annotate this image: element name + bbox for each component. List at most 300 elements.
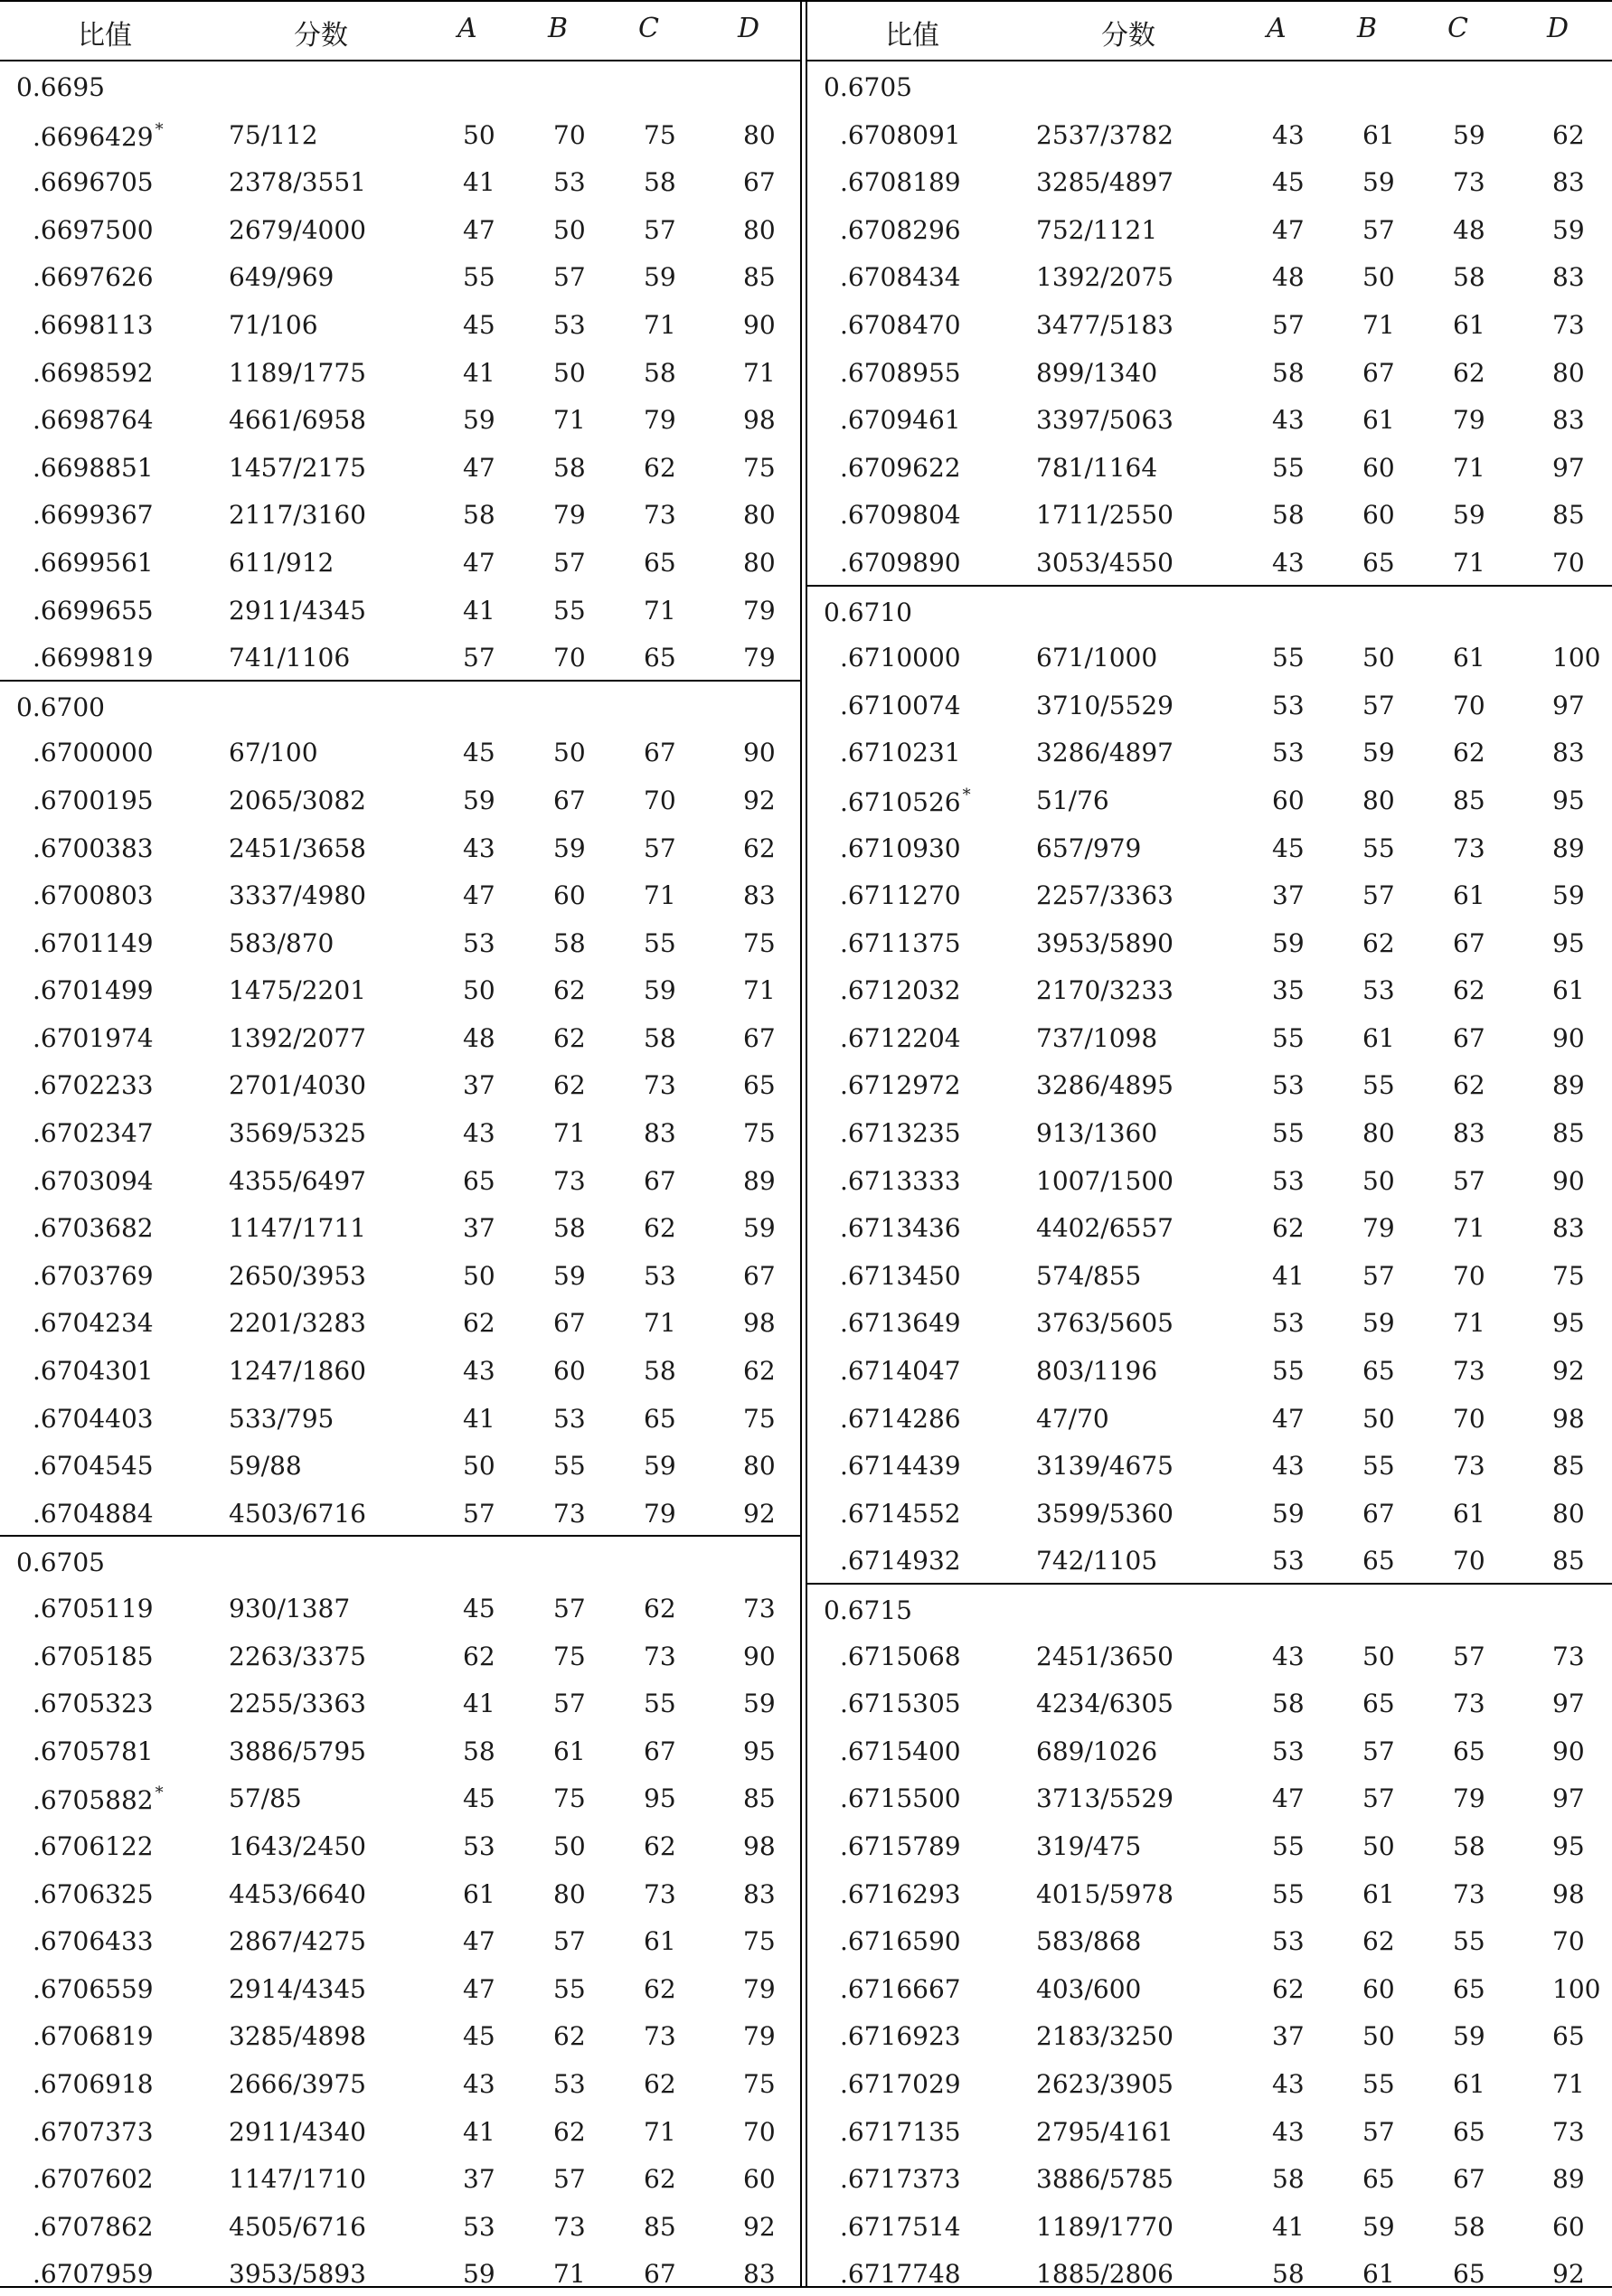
a-cell: 62 <box>1272 1213 1305 1244</box>
a-cell: 45 <box>1272 833 1305 863</box>
ratio-value: .6701499 <box>33 975 154 1006</box>
fraction-cell: 4661/6958 <box>229 405 366 436</box>
table-row <box>0 1773 800 1821</box>
fraction-cell: 1147/1710 <box>229 2164 366 2195</box>
c-cell: 58 <box>644 357 676 388</box>
c-cell: 70 <box>644 785 676 815</box>
fraction-cell: 3285/4897 <box>1036 167 1174 198</box>
d-cell: 67 <box>743 1022 776 1053</box>
ratio-cell <box>33 2164 154 2194</box>
ratio-value: .6713649 <box>840 1308 961 1339</box>
table-row <box>0 489 800 537</box>
c-cell: 58 <box>1453 2211 1485 2242</box>
header-ratio: 比值 <box>885 20 939 52</box>
ratio-value: .6700000 <box>33 738 154 768</box>
fraction-cell: 2623/3905 <box>1036 2068 1174 2099</box>
table-body <box>0 61 800 2296</box>
ratio-cell <box>840 358 961 388</box>
d-cell: 98 <box>1552 1403 1585 1434</box>
ratio-value: .6708955 <box>840 357 961 388</box>
c-cell: 79 <box>1453 405 1485 436</box>
a-cell: 47 <box>1272 1783 1305 1814</box>
b-cell: 65 <box>1362 1356 1395 1387</box>
fraction-cell: 3599/5360 <box>1036 1498 1174 1529</box>
a-cell: 43 <box>463 1118 495 1149</box>
a-cell: 62 <box>463 1308 495 1339</box>
ratio-cell <box>840 1166 961 1196</box>
c-cell: 79 <box>1453 1783 1485 1814</box>
ratio-cell <box>33 1879 154 1909</box>
d-cell: 85 <box>743 262 776 293</box>
ratio-cell <box>33 1261 154 1291</box>
group-label: 0.6705 <box>824 72 912 102</box>
ratio-cell <box>33 2069 154 2099</box>
table-row <box>0 1631 800 1679</box>
table-row <box>0 204 800 252</box>
ratio-value: .6709461 <box>840 405 961 436</box>
d-cell: 98 <box>743 1308 776 1339</box>
d-cell: 80 <box>1552 357 1585 388</box>
b-cell: 53 <box>553 167 586 198</box>
c-cell: 73 <box>1453 1451 1485 1482</box>
ratio-value: .6715305 <box>840 1689 961 1719</box>
ratio-value: .6715500 <box>840 1783 961 1814</box>
ratio-value: .6705323 <box>33 1689 154 1719</box>
ratio-value: .6697500 <box>33 214 154 245</box>
table-row <box>807 537 1612 585</box>
b-cell: 71 <box>553 2259 586 2290</box>
d-cell: 83 <box>1552 1213 1585 1244</box>
fraction-cell: 781/1164 <box>1036 452 1158 483</box>
d-cell: 92 <box>743 2211 776 2242</box>
table-row <box>807 1440 1612 1488</box>
a-cell: 55 <box>1272 1118 1305 1149</box>
b-cell: 50 <box>553 1830 586 1861</box>
a-cell: 55 <box>463 262 495 293</box>
b-cell: 50 <box>1362 262 1395 293</box>
table-row <box>0 1297 800 1345</box>
fraction-cell: 899/1340 <box>1036 357 1158 388</box>
c-cell: 73 <box>1453 1689 1485 1719</box>
ratio-value: .6714552 <box>840 1498 961 1529</box>
b-cell: 55 <box>553 1451 586 1482</box>
d-cell: 79 <box>743 2021 776 2052</box>
c-cell: 71 <box>1453 452 1485 483</box>
fraction-cell: 671/1000 <box>1036 643 1158 673</box>
a-cell: 55 <box>1272 1878 1305 1909</box>
ratio-value: .6709890 <box>840 547 961 578</box>
d-cell: 83 <box>743 880 776 911</box>
ratio-cell <box>33 2212 154 2242</box>
ratio-value: .6708296 <box>840 214 961 245</box>
b-cell: 61 <box>1362 405 1395 436</box>
header-fraction: 分数 <box>1101 20 1155 52</box>
b-cell: 58 <box>553 927 586 958</box>
c-cell: 67 <box>644 2259 676 2290</box>
ratio-cell <box>33 120 164 152</box>
c-cell: 65 <box>644 547 676 578</box>
ratio-cell <box>840 1356 961 1386</box>
ratio-value: .6714047 <box>840 1356 961 1387</box>
a-cell: 53 <box>1272 738 1305 768</box>
b-cell: 53 <box>1362 975 1395 1006</box>
c-cell: 62 <box>644 1830 676 1861</box>
d-cell: 85 <box>1552 1546 1585 1576</box>
c-cell: 65 <box>1453 1736 1485 1766</box>
b-cell: 53 <box>553 2068 586 2099</box>
ratio-cell <box>840 1213 961 1243</box>
table-row <box>0 1393 800 1441</box>
fraction-cell: 2378/3551 <box>229 167 366 198</box>
c-cell: 71 <box>1453 1308 1485 1339</box>
d-cell: 90 <box>743 1641 776 1671</box>
ratio-value: .6706325 <box>33 1878 154 1909</box>
table-row <box>807 917 1612 965</box>
fraction-cell: 1189/1770 <box>1036 2211 1174 2242</box>
b-cell: 65 <box>1362 1689 1395 1719</box>
group-heading-row <box>0 680 800 728</box>
d-cell: 95 <box>1552 1830 1585 1861</box>
table-row <box>0 1821 800 1868</box>
a-cell: 50 <box>463 1451 495 1482</box>
d-cell: 75 <box>743 452 776 483</box>
fraction-cell: 3953/5890 <box>1036 927 1174 958</box>
b-cell: 79 <box>553 500 586 531</box>
b-cell: 59 <box>553 1260 586 1291</box>
b-cell: 57 <box>553 1689 586 1719</box>
b-cell: 50 <box>1362 643 1395 673</box>
ratio-value: .6712032 <box>840 975 961 1006</box>
c-cell: 67 <box>1453 927 1485 958</box>
table-row <box>807 1107 1612 1155</box>
a-cell: 55 <box>1272 452 1305 483</box>
ratio-cell <box>33 1070 154 1100</box>
c-cell: 57 <box>1453 1165 1485 1196</box>
c-cell: 65 <box>1453 1973 1485 2004</box>
d-cell: 89 <box>1552 833 1585 863</box>
b-cell: 50 <box>1362 1830 1395 1861</box>
table-row <box>0 1583 800 1631</box>
a-cell: 43 <box>1272 2116 1305 2147</box>
c-cell: 67 <box>644 1165 676 1196</box>
a-cell: 45 <box>463 1594 495 1623</box>
table-row <box>0 1678 800 1726</box>
asterisk-mark: * <box>962 785 971 805</box>
fraction-cell: 57/85 <box>229 1783 302 1814</box>
ratio-value: .6696705 <box>33 167 154 198</box>
b-cell: 61 <box>1362 119 1395 150</box>
c-cell: 71 <box>1453 547 1485 578</box>
b-cell: 53 <box>553 1403 586 1434</box>
table-row <box>0 109 800 157</box>
fraction-cell: 930/1387 <box>229 1594 351 1623</box>
ratio-cell <box>33 1831 154 1861</box>
fraction-cell: 752/1121 <box>1036 214 1158 245</box>
b-cell: 57 <box>553 1594 586 1623</box>
table-row <box>807 394 1612 442</box>
a-cell: 41 <box>1272 1260 1305 1291</box>
a-cell: 43 <box>463 833 495 863</box>
fraction-cell: 611/912 <box>229 547 335 578</box>
d-cell: 79 <box>743 1973 776 2004</box>
ratio-value: .6709804 <box>840 500 961 531</box>
d-cell: 100 <box>1552 643 1601 673</box>
b-cell: 57 <box>553 547 586 578</box>
d-cell: 90 <box>1552 1165 1585 1196</box>
fraction-cell: 4355/6497 <box>229 1165 366 1196</box>
d-cell: 73 <box>743 1594 776 1623</box>
c-cell: 62 <box>644 452 676 483</box>
c-cell: 61 <box>1453 880 1485 911</box>
ratio-cell <box>840 2212 961 2242</box>
c-cell: 65 <box>1453 2259 1485 2290</box>
d-cell: 90 <box>743 738 776 768</box>
c-cell: 73 <box>1453 1356 1485 1387</box>
table-row <box>0 394 800 442</box>
c-cell: 61 <box>1453 309 1485 340</box>
table-row <box>0 2153 800 2201</box>
ratio-cell <box>33 1974 154 2004</box>
d-cell: 80 <box>743 214 776 245</box>
b-cell: 57 <box>553 2164 586 2195</box>
a-cell: 47 <box>463 452 495 483</box>
b-cell: 55 <box>1362 1070 1395 1101</box>
b-cell: 65 <box>1362 547 1395 578</box>
ratio-cell <box>840 1736 961 1766</box>
ratio-value: .6715400 <box>840 1736 961 1766</box>
a-cell: 53 <box>463 1830 495 1861</box>
ratio-value: .6697626 <box>33 262 154 293</box>
c-cell: 62 <box>644 1594 676 1623</box>
c-cell: 62 <box>644 1973 676 2004</box>
a-cell: 43 <box>463 1356 495 1387</box>
table-row <box>0 917 800 965</box>
ratio-value: .6705781 <box>33 1736 154 1766</box>
header-fraction: 分数 <box>294 20 348 52</box>
a-cell: 35 <box>1272 975 1305 1006</box>
c-cell: 57 <box>644 833 676 863</box>
ratio-cell <box>840 1783 961 1813</box>
b-cell: 50 <box>553 738 586 768</box>
fraction-cell: 2537/3782 <box>1036 119 1174 150</box>
ratio-cell <box>840 2259 961 2289</box>
c-cell: 71 <box>1453 1213 1485 1244</box>
ratio-value: .6716667 <box>840 1973 961 2004</box>
ratio-cell <box>33 1308 154 1338</box>
b-cell: 50 <box>1362 1165 1395 1196</box>
c-cell: 57 <box>644 214 676 245</box>
ratio-cell <box>33 167 154 197</box>
a-cell: 45 <box>463 1783 495 1814</box>
a-cell: 43 <box>463 2068 495 2099</box>
d-cell: 62 <box>743 833 776 863</box>
b-cell: 75 <box>553 1641 586 1671</box>
c-cell: 71 <box>644 880 676 911</box>
d-cell: 80 <box>1552 1498 1585 1529</box>
b-cell: 79 <box>1362 1213 1395 1244</box>
d-cell: 85 <box>1552 1451 1585 1482</box>
d-cell: 60 <box>1552 2211 1585 2242</box>
ratio-cell <box>840 1974 961 2004</box>
c-cell: 73 <box>1453 833 1485 863</box>
column-separator-left <box>800 0 802 2288</box>
d-cell: 60 <box>743 2164 776 2195</box>
b-cell: 59 <box>1362 1308 1395 1339</box>
fraction-cell: 2650/3953 <box>229 1260 366 1291</box>
d-cell: 83 <box>1552 167 1585 198</box>
d-cell: 92 <box>743 785 776 815</box>
ratio-value: .6717029 <box>840 2068 961 2099</box>
ratio-cell <box>840 1689 961 1718</box>
b-cell: 73 <box>553 2211 586 2242</box>
a-cell: 59 <box>1272 927 1305 958</box>
ratio-cell <box>840 1546 961 1576</box>
d-cell: 75 <box>1552 1260 1585 1291</box>
ratio-cell <box>33 310 154 340</box>
fraction-cell: 3286/4895 <box>1036 1070 1174 1101</box>
table-row <box>0 347 800 395</box>
c-cell: 67 <box>644 738 676 768</box>
group-heading-row <box>0 61 800 109</box>
d-cell: 92 <box>1552 2259 1585 2290</box>
ratio-cell <box>840 2164 961 2194</box>
c-cell: 71 <box>644 309 676 340</box>
c-cell: 83 <box>644 1118 676 1149</box>
a-cell: 53 <box>1272 1165 1305 1196</box>
ratio-value: .6700803 <box>33 880 154 911</box>
fraction-cell: 2201/3283 <box>229 1308 366 1339</box>
b-cell: 62 <box>553 1070 586 1101</box>
d-cell: 83 <box>1552 262 1585 293</box>
a-cell: 43 <box>1272 1451 1305 1482</box>
fraction-cell: 1189/1775 <box>229 357 366 388</box>
fraction-cell: 1147/1711 <box>229 1213 366 1244</box>
c-cell: 58 <box>1453 1830 1485 1861</box>
fraction-cell: 3713/5529 <box>1036 1783 1174 1814</box>
ratio-value: .6717135 <box>840 2116 961 2147</box>
c-cell: 75 <box>644 119 676 150</box>
c-cell: 61 <box>644 1926 676 1957</box>
b-cell: 62 <box>1362 927 1395 958</box>
ratio-value: .6699655 <box>33 595 154 626</box>
table-row <box>807 775 1612 823</box>
fraction-cell: 1392/2077 <box>229 1022 366 1053</box>
ratio-value: .6706918 <box>33 2068 154 2099</box>
ratio-cell <box>33 2259 154 2289</box>
ratio-value: .6701974 <box>33 1022 154 1053</box>
a-cell: 65 <box>463 1165 495 1196</box>
d-cell: 75 <box>743 927 776 958</box>
b-cell: 59 <box>1362 167 1395 198</box>
c-cell: 95 <box>644 1783 676 1814</box>
group-label: 0.6710 <box>824 597 912 627</box>
fraction-cell: 2183/3250 <box>1036 2021 1174 2052</box>
ratio-cell <box>840 120 961 150</box>
c-cell: 55 <box>1453 1926 1485 1957</box>
fraction-cell: 2451/3658 <box>229 833 366 863</box>
header-c: C <box>638 13 659 44</box>
a-cell: 41 <box>1272 2211 1305 2242</box>
b-cell: 67 <box>1362 1498 1395 1529</box>
fraction-cell: 3477/5183 <box>1036 309 1174 340</box>
b-cell: 58 <box>553 452 586 483</box>
table-row <box>0 1963 800 2011</box>
group-label: 0.6695 <box>16 72 105 102</box>
ratio-value: .6715068 <box>840 1641 961 1671</box>
d-cell: 75 <box>743 2068 776 2099</box>
ratio-value: .6711375 <box>840 927 961 958</box>
table-row <box>807 2058 1612 2106</box>
table-row <box>0 775 800 823</box>
b-cell: 50 <box>1362 1641 1395 1671</box>
table-row <box>807 1059 1612 1107</box>
fraction-cell: 2679/4000 <box>229 214 366 245</box>
fraction-cell: 2257/3363 <box>1036 880 1174 911</box>
fraction-cell: 3569/5325 <box>229 1118 366 1149</box>
ratio-cell <box>840 1023 961 1053</box>
b-cell: 67 <box>553 785 586 815</box>
ratio-value: .6716590 <box>840 1926 961 1957</box>
fraction-cell: 2263/3375 <box>229 1641 366 1671</box>
ratio-cell <box>840 1404 961 1434</box>
ratio-value: .6714286 <box>840 1403 961 1434</box>
fraction-cell: 47/70 <box>1036 1403 1109 1434</box>
d-cell: 95 <box>1552 927 1585 958</box>
fraction-cell: 689/1026 <box>1036 1736 1158 1766</box>
c-cell: 73 <box>1453 1878 1485 1909</box>
ratio-value: .6698851 <box>33 452 154 483</box>
fraction-cell: 51/76 <box>1036 785 1109 815</box>
table-header <box>0 0 800 60</box>
b-cell: 61 <box>553 1736 586 1766</box>
ratio-value: .6700383 <box>33 833 154 863</box>
ratio-value: .6710000 <box>840 643 961 673</box>
a-cell: 59 <box>463 785 495 815</box>
a-cell: 37 <box>1272 880 1305 911</box>
c-cell: 73 <box>644 1878 676 1909</box>
a-cell: 55 <box>1272 1830 1305 1861</box>
ratio-cell <box>33 1736 154 1766</box>
b-cell: 57 <box>553 262 586 293</box>
d-cell: 75 <box>743 1403 776 1434</box>
ratio-cell <box>33 928 154 958</box>
ratio-cell <box>33 1118 154 1148</box>
b-cell: 53 <box>553 309 586 340</box>
a-cell: 53 <box>1272 1070 1305 1101</box>
ratio-cell <box>33 1642 154 1671</box>
a-cell: 37 <box>1272 2021 1305 2052</box>
table-row <box>807 632 1612 680</box>
table-row <box>807 1393 1612 1441</box>
c-cell: 71 <box>644 1308 676 1339</box>
d-cell: 71 <box>743 357 776 388</box>
ratio-cell <box>840 643 961 673</box>
fraction-cell: 533/795 <box>229 1403 335 1434</box>
ratio-cell <box>33 262 154 292</box>
d-cell: 59 <box>1552 214 1585 245</box>
fraction-cell: 2170/3233 <box>1036 975 1174 1006</box>
b-cell: 73 <box>553 1498 586 1529</box>
ratio-cell <box>840 167 961 197</box>
d-cell: 83 <box>743 2259 776 2290</box>
c-cell: 70 <box>1453 690 1485 720</box>
fraction-cell: 2666/3975 <box>229 2068 366 2099</box>
ratio-value: .6717373 <box>840 2164 961 2195</box>
b-cell: 61 <box>1362 2259 1395 2290</box>
fraction-cell: 2451/3650 <box>1036 1641 1174 1671</box>
d-cell: 90 <box>743 309 776 340</box>
fraction-cell: 1247/1860 <box>229 1356 366 1387</box>
